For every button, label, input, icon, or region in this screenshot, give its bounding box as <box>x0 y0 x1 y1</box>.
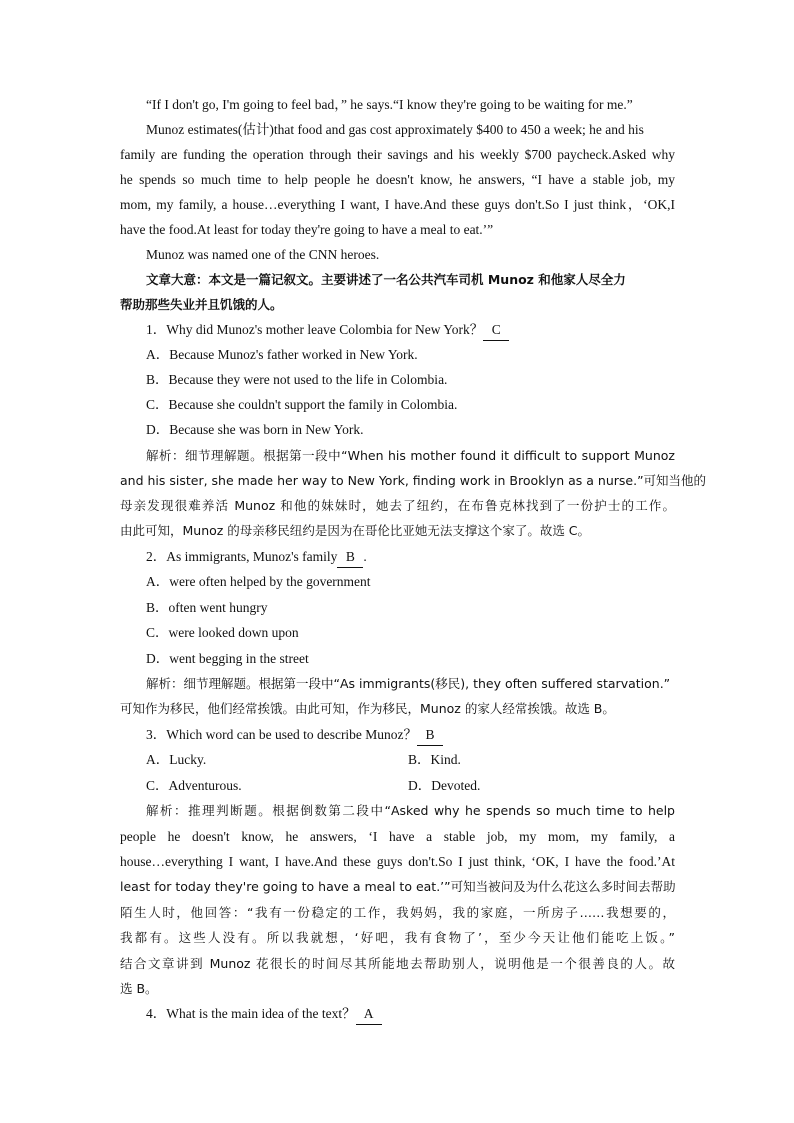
option-a-text: A．Lucky. <box>146 752 207 767</box>
paragraph-line: he spends so much time to help people he doesn't know, he answers, “I have a stable job, my <box>120 172 675 187</box>
option-a: A．Because Munoz's father worked in New York. <box>146 347 418 362</box>
answer-blank: A <box>356 1004 382 1025</box>
option-d: D．went begging in the street <box>146 651 309 666</box>
analysis-line: 由此可知，Munoz 的母亲移民纽约是因为在哥伦比亚她无法支撑这个家了。故选 C。 <box>120 523 591 538</box>
option-a: A．were often helped by the government <box>146 574 371 589</box>
paragraph-line: have the food.At least for today they're going to have a meal to eat.’” <box>120 222 494 237</box>
paragraph-line: family are funding the operation through their savings and his weekly $700 paycheck.Asked why <box>120 147 675 162</box>
paragraph-line: mom, my family, a house…everything I want, I have.And these guys don't.So I just think，‘OK,I <box>120 197 675 212</box>
analysis-line: 解析：推理判断题。根据倒数第二段中“Asked why he spends so much time to help <box>146 803 675 818</box>
option-a <box>146 750 675 770</box>
option-b: B．Because they were not used to the life in Colombia. <box>146 372 448 387</box>
question-stem-end: . <box>363 549 367 564</box>
summary-line: 文章大意：本文是一篇记叙文。主要讲述了一名公共汽车司机 Munoz 和他家人尽全力 <box>146 272 626 287</box>
answer-blank: B <box>417 725 443 746</box>
option-c: C．were looked down upon <box>146 625 299 640</box>
option-c <box>146 776 675 796</box>
option-b: B．often went hungry <box>146 600 268 615</box>
paragraph-line: Munoz was named one of the CNN heroes. <box>146 247 380 262</box>
question-stem: 2．As immigrants, Munoz's family <box>146 549 338 564</box>
analysis-line: 结合文章讲到 Munoz 花很长的时间尽其所能地去帮助别人，说明他是一个很善良的人。故 <box>120 956 675 971</box>
question-2 <box>146 547 675 568</box>
option-d: D．Because she was born in New York. <box>146 422 364 437</box>
option-c-text: C．Adventurous. <box>146 778 242 793</box>
analysis-line: house…everything I want, I have.And these guys don't.So I just think, ‘OK, I have the food.’At <box>120 854 675 869</box>
answer-blank: B <box>337 547 363 568</box>
paragraph-line: “If I don't go, I'm going to feel bad，” he says.“I know they're going to be waiting for me.” <box>146 97 633 112</box>
analysis-line: 我都有。这些人没有。所以我就想，‘好吧，我有食物了’，至少今天让他们能吃上饭。” <box>120 930 675 945</box>
question-1 <box>146 320 675 341</box>
analysis-line: 陌生人时，他回答：“我有一份稳定的工作，我妈妈，我的家庭，一所房子……我想要的， <box>120 905 675 920</box>
analysis-line: people he doesn't know, he answers, ‘I have a stable job, my mom, my family, a <box>120 829 675 844</box>
question-stem: 3．Which word can be used to describe Munoz？ <box>146 727 418 742</box>
option-d-text: D．Devoted. <box>408 778 481 793</box>
option-c: C．Because she couldn't support the family in Colombia. <box>146 397 458 412</box>
analysis-line: 可知作为移民，他们经常挨饿。由此可知，作为移民，Munoz 的家人经常挨饿。故选 B。 <box>120 701 615 716</box>
question-3 <box>146 725 675 746</box>
analysis-line: least for today they're going to have a meal to eat.’”可知当被问及为什么花这么多时间去帮助 <box>120 879 676 894</box>
question-4 <box>146 1004 675 1025</box>
question-stem: 1．Why did Munoz's mother leave Colombia for New York？ <box>146 322 484 337</box>
analysis-line: and his sister, she made her way to New York, finding work in Brooklyn as a nurse.”可知当他的 <box>120 473 707 488</box>
question-stem: 4．What is the main idea of the text？ <box>146 1006 356 1021</box>
analysis-line: 解析：细节理解题。根据第一段中“As immigrants(移民), they often suffered starvation.” <box>146 676 671 691</box>
option-b-text: B．Kind. <box>408 752 461 767</box>
analysis-line: 母亲发现很难养活 Munoz 和他的妹妹时，她去了纽约，在布鲁克林找到了一份护士的工作。 <box>120 498 675 513</box>
analysis-line: 解析：细节理解题。根据第一段中“When his mother found it difficult to support Munoz <box>146 448 675 463</box>
summary-line: 帮助那些失业并且饥饿的人。 <box>120 297 283 312</box>
answer-blank: C <box>483 320 509 341</box>
analysis-line: 选 B。 <box>120 981 158 996</box>
paragraph-line: Munoz estimates(估计)that food and gas cost approximately $400 to 450 a week; he and his <box>146 122 644 137</box>
